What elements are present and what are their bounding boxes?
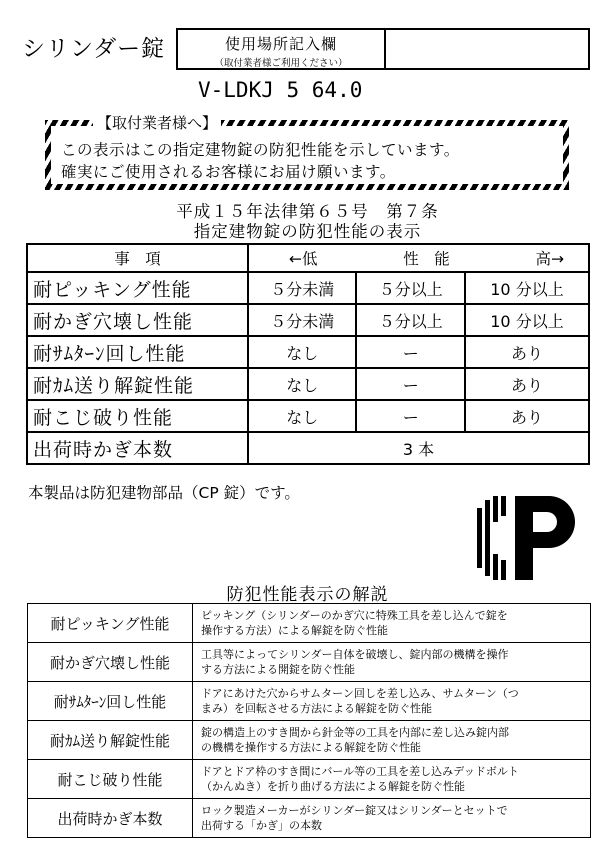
- installer-notice-box: [45, 114, 569, 190]
- cylinder-lock-title: シリンダー錠: [22, 36, 166, 62]
- term-cell: 耐ｻﾑﾀｰﾝ回し性能: [28, 682, 193, 721]
- cp-logo-icon: [477, 496, 583, 580]
- row-label: 耐ピッキング性能: [27, 272, 248, 304]
- table-cell: ５分以上: [356, 272, 464, 304]
- description-cell: [193, 721, 591, 760]
- usage-location-box: [176, 28, 590, 70]
- table-cell: なし: [248, 400, 356, 432]
- table-row: [28, 799, 591, 838]
- term-cell: 耐こじ破り性能: [28, 760, 193, 799]
- term-cell: 出荷時かぎ本数: [28, 799, 193, 838]
- notice-line-1: この表示はこの指定建物錠の防犯性能を示しています。: [61, 141, 460, 159]
- row-label: 耐ｶﾑ送り解錠性能: [27, 368, 248, 400]
- cp-lock-note: 本製品は防犯建物部品（CP 錠）です。: [28, 484, 300, 502]
- description-cell: [193, 760, 591, 799]
- term-cell: 耐かぎ穴壊し性能: [28, 643, 193, 682]
- description-cell: [193, 604, 591, 643]
- description-line: まみ）を回転させる方法による解錠を防ぐ性能: [201, 702, 432, 715]
- term-cell: 耐ｶﾑ送り解錠性能: [28, 721, 193, 760]
- row-label: 耐かぎ穴壊し性能: [27, 304, 248, 336]
- header-performance: [248, 244, 589, 272]
- table-row: [27, 432, 589, 464]
- description-line: 錠の構造上のすき間から針金等の工具を内部に差し込み錠内部: [201, 726, 509, 739]
- notice-line-2: 確実にご使用されるお客様にお届け願います。: [61, 163, 396, 181]
- table-cell: あり: [465, 368, 589, 400]
- description-line: （かんぬき）を折り曲げる方法による解錠を防ぐ性能: [201, 780, 465, 793]
- table-row: [28, 721, 591, 760]
- row-label: 耐ｻﾑﾀｰﾝ回し性能: [27, 336, 248, 368]
- description-line: 工具等によってシリンダー自体を破壊し、錠内部の機構を操作: [201, 648, 509, 661]
- description-line: する方法による開錠を防ぐ性能: [201, 663, 355, 676]
- table-row: [27, 304, 589, 336]
- explanation-title: 防犯性能表示の解説: [226, 585, 389, 605]
- table-cell: ５分未満: [248, 272, 356, 304]
- notice-heading: 【取付業者様へ】: [93, 112, 221, 133]
- table-cell: あり: [465, 336, 589, 368]
- usage-location-field[interactable]: [386, 30, 588, 68]
- header-low: ←低: [289, 250, 318, 268]
- table-row: [28, 604, 591, 643]
- table-cell: ５分未満: [248, 304, 356, 336]
- description-line: 操作する方法）による解錠を防ぐ性能: [201, 624, 388, 637]
- description-line: ドアとドア枠のすき間にバール等の工具を差し込みデッドボルト: [201, 765, 519, 778]
- table-cell: ー: [356, 400, 464, 432]
- header-mid: 性 能: [403, 250, 450, 268]
- explanation-table: [27, 603, 591, 838]
- model-number: V-LDKJ 5 64.0: [198, 78, 363, 102]
- performance-table-header: [27, 244, 589, 272]
- description-cell: [193, 682, 591, 721]
- table-cell: ー: [356, 368, 464, 400]
- description-line: ロック製造メーカーがシリンダー錠又はシリンダーとセットで: [201, 804, 508, 817]
- description-line: ドアにあけた穴からサムターン回しを差し込み、サムターン（つ: [201, 687, 519, 700]
- table-cell: ー: [356, 336, 464, 368]
- description-line: ピッキング（シリンダーのかぎ穴に特殊工具を差し込んで錠を: [201, 609, 508, 622]
- table-row: [27, 272, 589, 304]
- table-row: [28, 682, 591, 721]
- performance-table: [26, 243, 590, 465]
- term-cell: 耐ピッキング性能: [28, 604, 193, 643]
- table-row: [28, 760, 591, 799]
- performance-display-title: 指定建物錠の防犯性能の表示: [193, 222, 422, 241]
- table-row: [28, 643, 591, 682]
- description-line: 出荷する「かぎ」の本数: [201, 819, 322, 832]
- usage-location-sub: （取付業者様ご利用ください）: [214, 58, 348, 69]
- header-high: 高→: [535, 250, 564, 268]
- law-reference: 平成１５年法律第６５号 第７条: [176, 202, 439, 221]
- table-cell: 10 分以上: [465, 304, 589, 336]
- row-label: 出荷時かぎ本数: [27, 432, 248, 464]
- usage-location-label: [178, 30, 386, 68]
- table-row: [27, 336, 589, 368]
- table-cell: なし: [248, 368, 356, 400]
- description-line: の機構を操作する方法による解錠を防ぐ性能: [201, 741, 421, 754]
- table-row: [27, 400, 589, 432]
- description-cell: [193, 643, 591, 682]
- usage-location-main: 使用場所記入欄: [224, 35, 337, 53]
- keys-count-cell: 3 本: [248, 432, 589, 464]
- table-cell: あり: [465, 400, 589, 432]
- header-item: 事 項: [27, 244, 248, 272]
- row-label: 耐こじ破り性能: [27, 400, 248, 432]
- table-cell: 10 分以上: [465, 272, 589, 304]
- table-cell: ５分以上: [356, 304, 464, 336]
- table-cell: なし: [248, 336, 356, 368]
- table-row: [27, 368, 589, 400]
- description-cell: [193, 799, 591, 838]
